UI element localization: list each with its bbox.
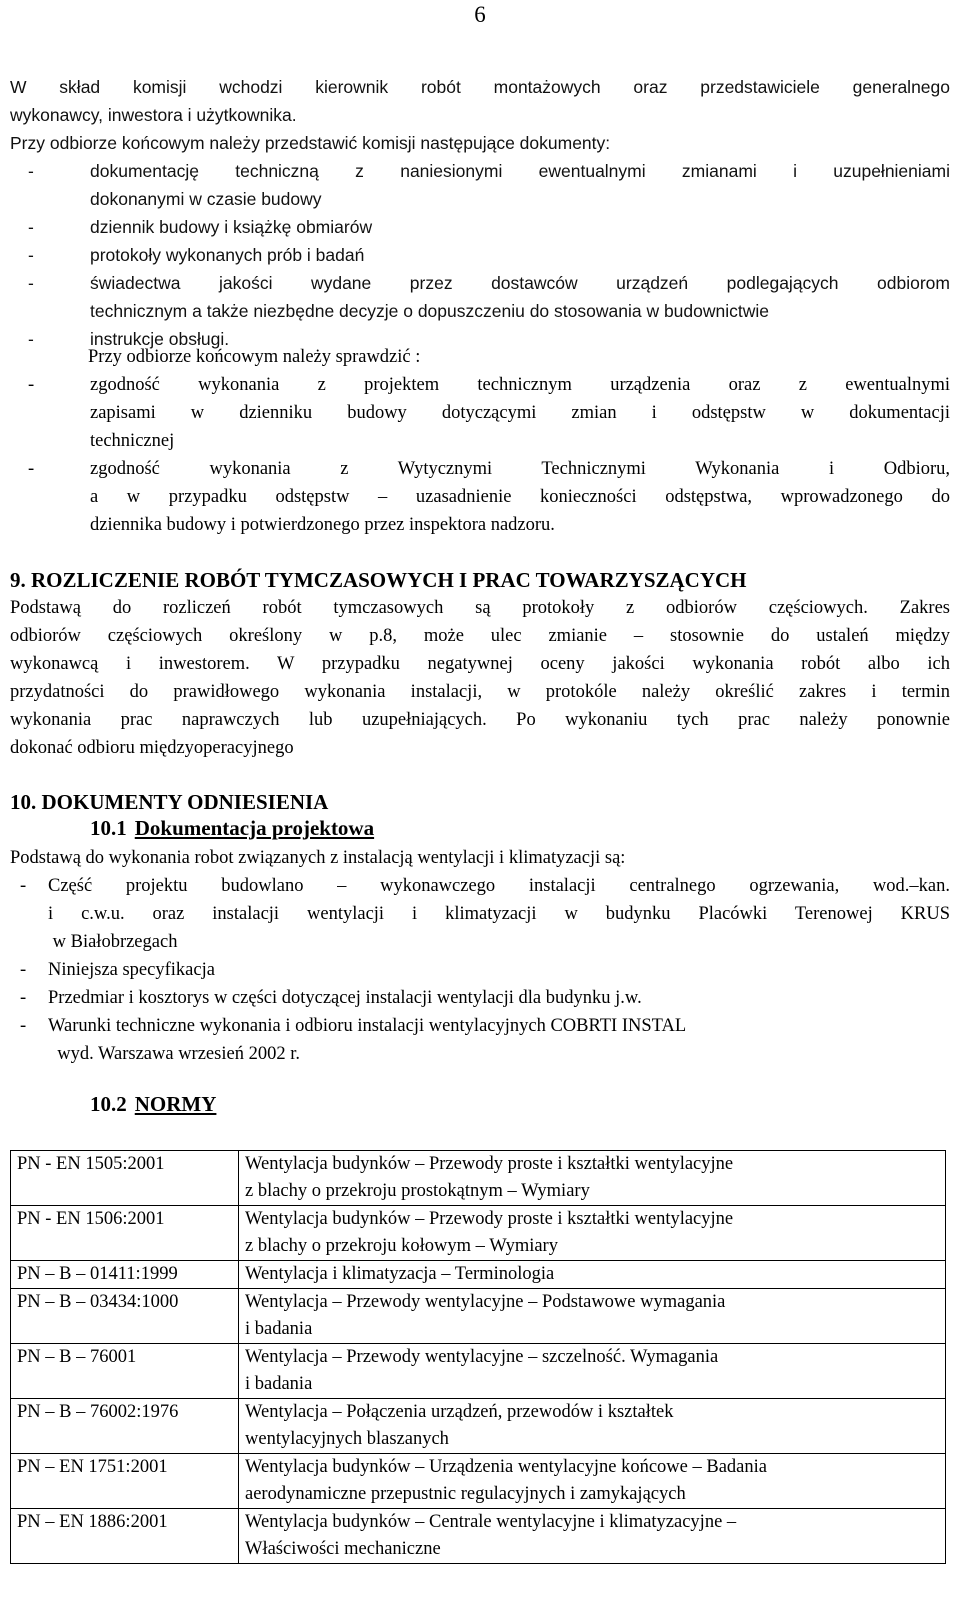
list-item-text: i c.w.u. oraz instalacji wentylacji i klimatyzacji w budynku Placówki Terenowej KRUS: [48, 904, 950, 924]
norm-description: [239, 1509, 946, 1564]
list-item-text: a w przypadku odstępstw – uzasadnienie konieczności odstępstwa, wprowadzonego do: [90, 487, 950, 507]
list-item-text: technicznej: [90, 431, 175, 451]
list-item-text: w Białobrzegach: [48, 932, 178, 952]
list-dash: -: [28, 217, 34, 237]
list-item-text: Warunki techniczne wykonania i odbioru instalacji wentylacyjnych COBRTI INSTAL: [48, 1016, 687, 1036]
subsection-number: 10.1: [90, 816, 127, 840]
norm-description-line: i badania: [245, 1319, 313, 1339]
norm-description-line: Wentylacja – Przewody wentylacyjne – szczelność. Wymagania: [245, 1347, 719, 1367]
norm-code: PN – EN 1751:2001: [11, 1454, 239, 1509]
table-row: [11, 1206, 946, 1261]
list-item-text: zgodność wykonania z projektem technicznym urządzenia oraz z ewentualnymi: [90, 375, 950, 395]
list-item: [10, 241, 950, 269]
subsection-number: 10.2: [90, 1092, 127, 1116]
norm-description-line: Wentylacja – Połączenia urządzeń, przewodów i kształtek: [245, 1402, 674, 1422]
list-item: [10, 872, 950, 956]
norm-description-line: Wentylacja i klimatyzacja – Terminologia: [245, 1264, 555, 1284]
list-dash: -: [20, 876, 27, 896]
list-item-text: świadectwa jakości wydane przez dostawców urządzeń podlegających odbiorom: [90, 273, 950, 293]
list-item-text: zapisami w dzienniku budowy dotyczącymi zmian i odstępstw w dokumentacji: [90, 403, 950, 423]
paragraph-line: dokonać odbioru międzyoperacyjnego: [10, 738, 294, 758]
norm-description-line: Wentylacja budynków – Przewody proste i kształtki wentylacyjne: [245, 1154, 734, 1174]
paragraph-line: odbiorów częściowych określony w p.8, może ulec zmianie – stosownie do ustaleń między: [10, 626, 950, 646]
norm-description-line: wentylacyjnych blaszanych: [245, 1429, 449, 1449]
subsection-intro: Podstawą do wykonania robot związanych z instalacją wentylacji i klimatyzacji są:: [10, 848, 626, 868]
list-item: [10, 157, 950, 213]
norm-description-line: z blachy o przekroju kołowym – Wymiary: [245, 1236, 558, 1256]
list-dash: -: [20, 988, 27, 1008]
subsection-10-1-heading: [90, 816, 374, 841]
paragraph-line: przydatności do prawidłowego wykonania instalacji, w protokóle należy określić zakres i termin: [10, 682, 950, 702]
table-row: [11, 1344, 946, 1399]
list-item-text: dziennik budowy i książkę obmiarów: [90, 217, 373, 237]
list-item-text: dziennika budowy i potwierdzonego przez inspektora nadzoru.: [90, 515, 555, 535]
list-item-text: wyd. Warszawa wrzesień 2002 r.: [48, 1044, 300, 1064]
list-item-text: Część projektu budowlano – wykonawczego instalacji centralnego ogrzewania, wod.–kan.: [48, 876, 950, 896]
norm-description: [239, 1344, 946, 1399]
subsection-title: NORMY: [134, 1092, 217, 1116]
norm-description-line: Wentylacja budynków – Urządzenia wentylacyjne końcowe – Badania: [245, 1457, 767, 1477]
list-dash: -: [20, 960, 27, 980]
documents-list: [10, 157, 950, 353]
paragraph-line: wykonania prac naprawczych lub uzupełniających. Po wykonaniu tych prac należy ponownie: [10, 710, 950, 730]
norm-code: PN - EN 1505:2001: [11, 1151, 239, 1206]
norm-description: [239, 1399, 946, 1454]
list-dash: -: [28, 245, 34, 265]
list-item: [10, 1012, 950, 1068]
norm-description: [239, 1289, 946, 1344]
intro-line: Przy odbiorze końcowym należy przedstawić komisji następujące dokumenty:: [10, 133, 611, 153]
norm-description: [239, 1206, 946, 1261]
check-intro: Przy odbiorze końcowym należy sprawdzić :: [88, 347, 421, 367]
intro-line: wykonawcy, inwestora i użytkownika.: [10, 105, 297, 125]
list-dash: -: [28, 375, 35, 395]
table-row: [11, 1454, 946, 1509]
section-10-heading: 10. DOKUMENTY ODNIESIENIA: [10, 790, 329, 814]
intro-line: W skład komisji wchodzi kierownik robót montażowych oraz przedstawiciele generalnego: [10, 77, 950, 97]
norm-code: PN – EN 1886:2001: [11, 1509, 239, 1564]
list-item-text: dokumentację techniczną z naniesionymi ewentualnymi zmianami i uzupełnieniami: [90, 161, 950, 181]
list-dash: -: [20, 1016, 27, 1036]
section-9-heading: 9. ROZLICZENIE ROBÓT TYMCZASOWYCH I PRAC TOWARZYSZĄCYCH: [10, 568, 747, 592]
list-item: [10, 269, 950, 325]
check-text-block: [10, 343, 950, 539]
norm-code: PN – B – 76002:1976: [11, 1399, 239, 1454]
table-row: [11, 1289, 946, 1344]
subsection-title: Dokumentacja projektowa: [134, 816, 375, 840]
list-item-text: dokonanymi w czasie budowy: [90, 189, 322, 209]
list-item: [10, 371, 950, 455]
table-row: [11, 1509, 946, 1564]
norm-code: PN – B – 03434:1000: [11, 1289, 239, 1344]
norm-code: PN - EN 1506:2001: [11, 1206, 239, 1261]
list-dash: -: [28, 459, 35, 479]
paragraph-line: Podstawą do rozliczeń robót tymczasowych są protokoły z odbiorów częściowych. Zakres: [10, 598, 950, 618]
table-row: [11, 1399, 946, 1454]
norm-description: [239, 1454, 946, 1509]
list-dash: -: [28, 161, 34, 181]
section-9-body: [10, 594, 950, 762]
norm-description-line: Wentylacja budynków – Przewody proste i kształtki wentylacyjne: [245, 1209, 734, 1229]
list-item-text: instrukcje obsługi.: [90, 329, 230, 349]
norm-code: PN – B – 76001: [11, 1344, 239, 1399]
table-row: [11, 1261, 946, 1289]
norm-description-line: Właściwości mechaniczne: [245, 1539, 441, 1559]
norm-description-line: i badania: [245, 1374, 313, 1394]
list-item-text: zgodność wykonania z Wytycznymi Technicznymi Wykonania i Odbioru,: [90, 459, 950, 479]
list-item-text: Przedmiar i kosztorys w części dotyczącej instalacji wentylacji dla budynku j.w.: [48, 988, 642, 1008]
page-number: 6: [474, 2, 486, 27]
norm-description-line: aerodynamiczne przepustnic regulacyjnych i zamykających: [245, 1484, 686, 1504]
list-item-text: Niniejsza specyfikacja: [48, 960, 215, 980]
norms-table: [10, 1150, 946, 1564]
acceptance-text-block: [10, 73, 950, 353]
table-row: [11, 1151, 946, 1206]
list-item: [10, 213, 950, 241]
list-dash: -: [28, 273, 34, 293]
norm-description: [239, 1261, 946, 1289]
paragraph-line: wykonawcą i inwestorem. W przypadku negatywnej oceny jakości wykonania robót albo ich: [10, 654, 950, 674]
list-item-text: protokoły wykonanych prób i badań: [90, 245, 365, 265]
norm-description-line: z blachy o przekroju prostokątnym – Wymiary: [245, 1181, 590, 1201]
list-dash: -: [28, 329, 34, 349]
project-docs-block: [10, 844, 950, 1068]
list-item-text: technicznym a także niezbędne decyzje o dopuszczeniu do stosowania w budownictwie: [90, 301, 770, 321]
norm-description-line: Wentylacja budynków – Centrale wentylacyjne i klimatyzacyjne –: [245, 1512, 737, 1532]
list-item: [10, 455, 950, 539]
subsection-10-2-heading: [90, 1092, 216, 1117]
norm-code: PN – B – 01411:1999: [11, 1261, 239, 1289]
norm-description: [239, 1151, 946, 1206]
list-item: [10, 984, 950, 1012]
norm-description-line: Wentylacja – Przewody wentylacyjne – Podstawowe wymagania: [245, 1292, 726, 1312]
list-item: [10, 956, 950, 984]
